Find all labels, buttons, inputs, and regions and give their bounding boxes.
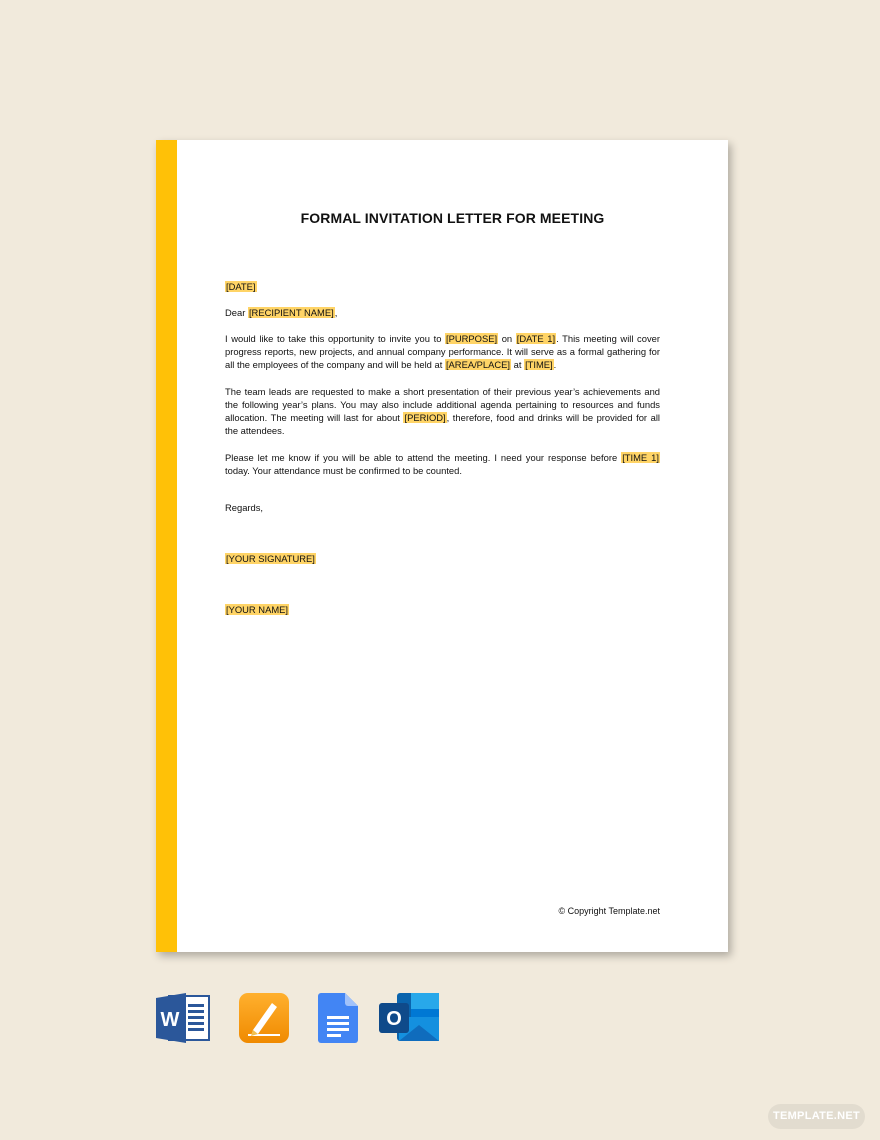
copyright-text: © Copyright Template.net: [558, 906, 660, 916]
signature-line: [225, 552, 660, 565]
paragraph-text: .: [553, 359, 557, 370]
letter-page: [156, 140, 728, 952]
date-line: [225, 280, 660, 293]
area-placeholder: [AREA/PLACE]: [445, 359, 511, 370]
word-icon[interactable]: [156, 993, 212, 1048]
word-icon-letter: W: [160, 1009, 180, 1031]
period-placeholder: [PERIOD]: [404, 412, 446, 423]
letter-body: [225, 280, 660, 616]
purpose-placeholder: [PURPOSE]: [446, 333, 498, 344]
paragraph-text: The team leads are requested to make a short presentation of their previous year’s achievements and the following year’s plans. You may also include additional agenda pertaining to resources and funds allocation. The meeting will last for about: [225, 386, 660, 423]
paragraph-invitation: [225, 332, 660, 371]
name-line: [225, 603, 660, 616]
time1-placeholder: [TIME 1]: [622, 452, 660, 463]
outlook-icon[interactable]: [379, 993, 439, 1048]
time-placeholder: [TIME]: [525, 359, 553, 370]
greeting-line: [225, 306, 660, 319]
closing-line: Regards,: [225, 502, 264, 513]
date1-placeholder: [DATE 1]: [516, 333, 556, 344]
paragraph-rsvp: [225, 451, 660, 477]
template-net-badge[interactable]: TEMPLATE.NET: [768, 1104, 865, 1129]
paragraph-text: , therefore, food and drinks will be provided for all the attendees.: [225, 412, 660, 436]
paragraph-text: at: [511, 359, 525, 370]
outlook-icon-letter: O: [386, 1008, 402, 1030]
date-placeholder: [DATE]: [226, 281, 256, 292]
greeting-prefix: Dear: [225, 307, 248, 318]
paragraph-text: on: [498, 333, 516, 344]
recipient-placeholder: [RECIPIENT NAME]: [248, 307, 334, 318]
google-docs-icon[interactable]: [318, 993, 358, 1048]
paragraph-text: Please let me know if you will be able to attend the meeting. I need your response before: [225, 452, 622, 463]
paragraph-text: . This meeting will cover progress reports, new projects, and annual company performance. It will serve as a formal gathering for all the employees of the company and will be held at: [225, 333, 660, 370]
greeting-suffix: ,: [334, 307, 338, 318]
paragraph-presentation: [225, 385, 660, 437]
signature-placeholder: [YOUR SIGNATURE]: [226, 553, 315, 564]
pages-icon[interactable]: [239, 993, 289, 1048]
name-placeholder: [YOUR NAME]: [226, 604, 288, 615]
paragraph-text: I would like to take this opportunity to invite you to: [225, 333, 446, 344]
document-title: FORMAL INVITATION LETTER FOR MEETING: [300, 210, 605, 226]
accent-bar: [156, 140, 177, 952]
paragraph-text: today. Your attendance must be confirmed to be counted.: [225, 465, 462, 476]
